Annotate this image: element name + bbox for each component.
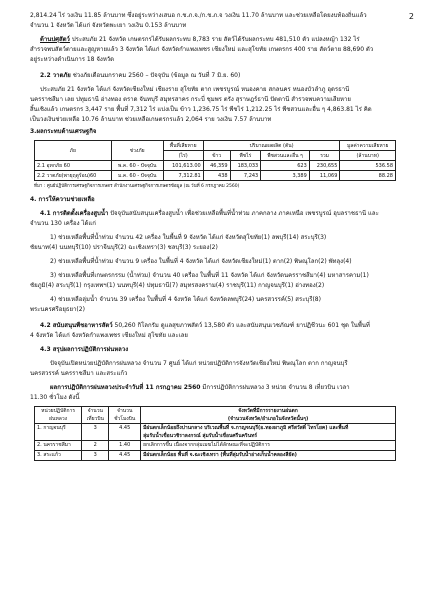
- table-row: [35, 441, 396, 451]
- header-text: จำนวน: [117, 408, 133, 414]
- header-text: จำนวน: [87, 408, 103, 414]
- paragraph-line: ประสบภัย 21 จังหวัด เกษตรกรได้รับผลกระทบ 8,783 ราย สัตว์ได้รับผลกระทบ 481,510 ตัว แปลงหญ้า 132 ไร่: [71, 36, 360, 43]
- cell-period: พ.ค. 60 - ปัจจุบัน: [111, 161, 163, 171]
- cell-field: 183,033: [230, 161, 261, 171]
- header-hours: [109, 407, 141, 424]
- header-value-unit: (ล้านบาท): [340, 151, 396, 161]
- paragraph-line: 2,814.24 ไร่ วงเงิน 11.85 ล้านบาท ซึ่งอยู่ระหว่างเสนอ ก.ช.ภ.จ./ก.ช.ภ.จ วงเงิน 11.70 ล้านบาท และช่วยเหลือโดยงบท้องถิ่นแล้ว: [30, 12, 367, 19]
- royal-rain-table: [34, 406, 396, 461]
- cell-rain-area: ยกเลิกการขึ้น เนื่องจากกลุ่มเมฆไม่ได้ลักษณะที่จะปฏิบัติการ: [141, 441, 396, 451]
- cell-rain-area: [141, 424, 396, 441]
- table-source-note: ที่มา : ศูนย์ปฏิบัติการเศรษฐกิจการเกษตร สำนักงานเศรษฐกิจการเกษตรข้อมูล (ณ วันที่ 6 กรกฎาคม 2560): [34, 184, 240, 189]
- section-4-3-heading: 4.3 สรุปผลการปฏิบัติการฝนหลวง: [40, 346, 129, 353]
- section-4-heading: 4. การให้ความช่วยเหลือ: [30, 196, 95, 203]
- page-number: 2: [408, 12, 414, 21]
- cell-flights: 2: [82, 441, 109, 451]
- cell-rice: 46,359: [203, 161, 230, 171]
- section-2-2-heading: [40, 72, 240, 80]
- section-3-heading: 3.ผลกระทบด้านเศรษฐกิจ: [30, 128, 97, 135]
- table-row: [35, 161, 396, 171]
- cell-disaster: 2.1 อุทกภัย 60: [35, 161, 112, 171]
- cell-hours: 4.45: [109, 424, 141, 441]
- header-text: (จำนวนจังหวัด/อำเภอในจังหวัดนั้นๆ): [227, 416, 309, 422]
- header-text: เที่ยวบิน: [86, 416, 104, 422]
- cell-flights: 3: [82, 424, 109, 441]
- header-quantity: ปริมาณผลผลิต (ตัน): [203, 141, 340, 151]
- section-title: 4.1 การติดตั้งเครื่องสูบน้ำ: [40, 210, 109, 217]
- paragraph-line: สิ้นเชิงแล้ว เกษตรกร 3,447 ราย พื้นที่ 7,312 ไร่ แบ่งเป็น ข้าว 1,236.75 ไร่ พืชไร่ 1,212.25 ไร่ พืชสวนและอื่น ๆ 4,863.81 ไร่ คิด: [30, 106, 372, 113]
- section-text: 50,260 กิโลกรัม ดูแลสุขภาพสัตว์ 13,580 ตัว และสนับสนุนเวชภัณฑ์ ยาปฏิชีวนะ 601 ชุด ในพื้นที่: [112, 322, 370, 329]
- paragraph-line: 4 จังหวัด ได้แก่ จังหวัดกำแพงเพชร เชียงใหม่ สุโขทัย และเลย: [30, 332, 188, 339]
- cell-area: 7,312.81: [163, 171, 203, 181]
- livestock-label: ด้านปศุสัตว์: [40, 36, 70, 43]
- cell-total: 11,069: [309, 171, 340, 181]
- cell-total: 230,655: [309, 161, 340, 171]
- paragraph-line: อยู่ระหว่างดำเนินการ 18 จังหวัด: [30, 56, 115, 63]
- cell-rice: 438: [203, 171, 230, 181]
- header-rain-area: [141, 407, 396, 424]
- header-value: มูลค่าความเสียหาย: [340, 141, 396, 151]
- header-area: พื้นที่เสียหาย: [163, 141, 203, 151]
- cell-unit: 2. นครราชสีมา: [35, 441, 82, 451]
- section-4-1-heading: [40, 210, 379, 218]
- header-disaster: ภัย: [35, 141, 112, 161]
- header-text: ฝนหลวง: [49, 416, 68, 422]
- paragraph-line: นครราชสีมา เลย ปทุมธานี อ่างทอง ตราด จันทบุรี สมุทรสาคร กระบี่ ชุมพร ตรัง สุราษฎร์ธานี ปัตตานี สำรวจพบความเสียหาย: [30, 96, 351, 103]
- list-item-continued: ชัยภูมิ(4) สระบุรี(1) กรุงเทพฯ(1) นนทบุรี(4) ปทุมธานี(7) สมุทรสงคราม(4) ราชบุรี(11) กาญจนบุรี(1) อ่างทอง(2): [30, 282, 325, 289]
- cell-unit: 3. สระแก้ว: [35, 451, 82, 461]
- cell-value: 88.28: [340, 171, 396, 181]
- header-text: ชั่วโมงบิน: [114, 416, 136, 422]
- cell-rain-area: มีฝนตกเล็กน้อย พื้นที่ จ.ฉะเชิงเทรา (พื้นที่ลุ่มรับน้ำอ่างเก็บน้ำคลองสียัด): [141, 451, 396, 461]
- cell-value: 536.58: [340, 161, 396, 171]
- cell-flights: 3: [82, 451, 109, 461]
- section-text: ปัจจุบันสนับสนุนเครื่องสูบน้ำ เพื่อช่วยเหลือพื้นที่น้ำท่วม ภาคกลาง ภาคเหนือ เพชรบูรณ์ อุบลราชธานี และ: [108, 210, 379, 217]
- header-text: หน่วยปฏิบัติการ: [41, 408, 76, 414]
- list-item-continued: ชัยนาท(4) นนทบุรี(10) ปราจีนบุรี(2) ฉะเชิงเทรา(3) ชลบุรี(3) ระยอง(2): [30, 244, 218, 251]
- section-title: 4.2 สนับสนุนพืชอาหารสัตว์: [40, 322, 113, 329]
- royal-rain-result: [50, 384, 350, 392]
- header-rice: ข้าว: [203, 151, 230, 161]
- cell-hort: 623: [261, 161, 310, 171]
- list-item: 4) ช่วยเหลือลุ่มน้ำ จำนวน 39 เครื่อง ในพื้นที่ 4 จังหวัด ได้แก่ จังหวัดลพบุรี(24) นครสวรรค์(5) สระบุรี(8): [50, 296, 321, 303]
- cell-hours: 4.45: [109, 451, 141, 461]
- paragraph-line: ประสบภัย 21 จังหวัด ได้แก่ จังหวัดเชียงใหม่ เชียงราย สุโขทัย ตาก เพชรบูรณ์ หนองคาย สกลนคร หนองบัวลำภู อุดรธานี: [40, 86, 350, 93]
- header-horticulture: พืชสวนและอื่น ๆ: [261, 151, 310, 161]
- paragraph-line: 11.30 ชั่วโมง ดังนี้: [30, 394, 80, 401]
- paragraph-line: จำนวน 130 เครื่อง ได้แก่: [30, 220, 96, 227]
- cell-unit: 1. กาญจนบุรี: [35, 424, 82, 441]
- section-4-2-heading: [40, 322, 370, 330]
- section-subtitle: ช่วงภัยเดือนมกราคม 2560 – ปัจจุบัน (ข้อมูล ณ วันที่ 7 มิ.ย. 60): [70, 72, 241, 79]
- cell-hort: 3,389: [261, 171, 310, 181]
- list-item: 2) ช่วยเหลือพื้นที่น้ำท่วม จำนวน 9 เครื่อง ในพื้นที่ 4 จังหวัด ได้แก่ จังหวัดเชียงใหม่(1) ตาก(2) พิษณุโลก(2) พัทลุง(4): [50, 258, 352, 265]
- paragraph-line: สำรวจพบสัตว์ตายและสูญหายแล้ว 3 จังหวัด ได้แก่ จังหวัดกำแพงเพชร เชียงใหม่ และสุโขทัย เกษตรกร 400 ราย สัตว์ตาย 88,690 ตัว: [30, 46, 374, 53]
- header-flights: [82, 407, 109, 424]
- table-row: [35, 171, 396, 181]
- cell-text: ลุ่มรับน้ำเขื่อนวชิราลงกรณ์ ลุ่มรับน้ำเขื่อนศรีนครินทร์: [143, 433, 258, 439]
- paragraph-line: ปัจจุบันเปิดหน่วยปฏิบัติการฝนหลวง จำนวน 7 ศูนย์ ได้แก่ หน่วยปฏิบัติการจังหวัดเชียงใหม่ พิษณุโลก ตาก กาญจนบุรี: [50, 360, 348, 367]
- cell-field: 7,243: [230, 171, 261, 181]
- economic-impact-table: [34, 140, 396, 181]
- section-title: 2.2 วาตภัย: [40, 72, 71, 79]
- cell-text: มีฝนตกเล็กน้อยถึงปานกลาง บริเวณพื้นที่ จ.กาญจนบุรี(อ.ทองผาภูมิ ศรีสวัสดิ์ ไทรโยค) และพื้นที่: [143, 425, 349, 431]
- cell-period: ม.ค. 60 - ปัจจุบัน: [111, 171, 163, 181]
- header-text: จังหวัดที่มีการรายงานฝนตก: [238, 408, 298, 414]
- header-area-unit: (ไร่): [163, 151, 203, 161]
- list-item: 1) ช่วยเหลือพื้นที่น้ำท่วม จำนวน 42 เครื่อง ในพื้นที่ 9 จังหวัด ได้แก่ จังหวัดสุโขทัย(1) ลพบุรี(14) สระบุรี(3): [50, 234, 327, 241]
- header-unit: [35, 407, 82, 424]
- result-heading: ผลการปฏิบัติการฝนหลวงประจำวันที่ 11 กรกฎาคม 2560: [50, 384, 201, 391]
- list-item-continued: พระนครศรีอยุธยา(2): [30, 306, 85, 313]
- paragraph-line: จำนวน 1 จังหวัด ได้แก่ จังหวัดพะเยา วงเงิน 0.153 ล้านบาท: [30, 22, 187, 29]
- cell-area: 101,613.00: [163, 161, 203, 171]
- table-row: [35, 451, 396, 461]
- list-item: 3) ช่วยเหลือพื้นที่เกษตรกรรม (น้ำท่วม) จำนวน 40 เครื่อง ในพื้นที่ 11 จังหวัด ได้แก่ จังหวัดนครราชสีมา(4) มหาสารคาม(1): [50, 272, 369, 279]
- header-field-crops: พืชไร่: [230, 151, 261, 161]
- livestock-paragraph: [40, 36, 360, 44]
- result-text: มีการปฏิบัติการฝนหลวง 3 หน่วย จำนวน 8 เที่ยวบิน เวลา: [200, 384, 350, 391]
- cell-disaster: 2.2 วาตภัย(พายุฤดูร้อน)60: [35, 171, 112, 181]
- paragraph-line: นครสวรรค์ นครราชสีมา และสระแก้ว: [30, 370, 128, 377]
- paragraph-line: เป็นวงเงินช่วยเหลือ 10.76 ล้านบาท ช่วยเหลือเกษตรกรแล้ว 2,064 ราย วงเงิน 7.57 ล้านบาท: [30, 116, 272, 123]
- header-total: รวม: [309, 151, 340, 161]
- header-period: ช่วงภัย: [111, 141, 163, 161]
- cell-hours: 1.40: [109, 441, 141, 451]
- table-row: [35, 424, 396, 441]
